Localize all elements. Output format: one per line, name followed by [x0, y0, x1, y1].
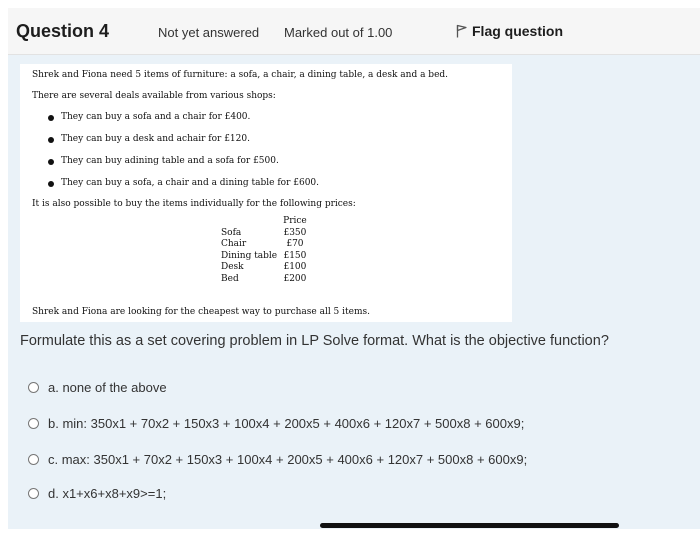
- problem-statement-image: [20, 64, 512, 322]
- problem-intro: Shrek and Fiona need 5 items of furniture: a sofa, a chair, a dining table, a desk and a bed.: [32, 70, 449, 80]
- answer-option-label: d. x1+x6+x8+x9>=1;: [48, 486, 167, 501]
- deals-intro: There are several deals available from various shops:: [32, 91, 276, 101]
- question-header: [8, 8, 700, 55]
- deal-item: They can buy a sofa and a chair for £400.: [61, 112, 251, 122]
- table-header-item: [218, 216, 280, 228]
- item-name: Chair: [221, 239, 247, 249]
- table-row: [218, 251, 310, 263]
- radio-button[interactable]: [28, 454, 39, 465]
- deal-item: They can buy adining table and a sofa for £500.: [61, 156, 279, 166]
- item-price: £150: [283, 250, 307, 261]
- table-row: [218, 274, 310, 286]
- table-header-row: [218, 216, 310, 228]
- question-marks: Marked out of 1.00: [284, 25, 393, 40]
- item-price: £70: [286, 239, 304, 249]
- bullet-marker: [48, 115, 54, 121]
- radio-button[interactable]: [28, 418, 39, 429]
- answer-option-b[interactable]: [28, 416, 524, 431]
- bullet-marker: [48, 181, 54, 187]
- item-price: £350: [283, 227, 307, 238]
- bullet-marker: [48, 159, 54, 165]
- flag-icon: [456, 24, 467, 38]
- answer-option-label: c. max: 350x1 + 70x2 + 150x3 + 100x4 + 200x5 + 400x6 + 120x7 + 500x8 + 600x9;: [48, 452, 528, 467]
- item-price: £100: [283, 262, 307, 272]
- item-name: Dining table: [221, 250, 278, 261]
- price-table: [218, 216, 310, 285]
- table-row: [218, 228, 310, 240]
- table-row: [218, 239, 310, 251]
- answer-option-label: a. none of the above: [48, 380, 167, 395]
- item-price: £200: [283, 273, 307, 284]
- problem-closing: Shrek and Fiona are looking for the cheapest way to purchase all 5 items.: [32, 307, 370, 317]
- question-number: Question 4: [16, 21, 110, 41]
- horizontal-scrollbar[interactable]: [320, 523, 619, 528]
- answer-option-c[interactable]: [28, 452, 527, 467]
- answer-option-label: b. min: 350x1 + 70x2 + 150x3 + 100x4 + 200x5 + 400x6 + 120x7 + 500x8 + 600x9;: [48, 416, 525, 431]
- individual-intro: It is also possible to buy the items individually for the following prices:: [32, 199, 356, 209]
- item-name: Bed: [221, 273, 239, 284]
- radio-button[interactable]: [28, 382, 39, 393]
- answer-option-d[interactable]: [28, 486, 166, 501]
- item-name: Desk: [221, 262, 244, 272]
- flag-question-label: Flag question: [472, 23, 563, 39]
- item-name: Sofa: [221, 227, 242, 238]
- deal-item: They can buy a desk and achair for £120.: [61, 134, 250, 144]
- answer-option-a[interactable]: [28, 380, 167, 395]
- bullet-marker: [48, 137, 54, 143]
- question-status: Not yet answered: [158, 25, 260, 40]
- table-row: [218, 262, 310, 274]
- flag-question-button[interactable]: [456, 23, 563, 39]
- deal-item: They can buy a sofa, a chair and a dining table for £600.: [61, 178, 320, 188]
- table-header-price: Price: [283, 216, 307, 226]
- radio-button[interactable]: [28, 488, 39, 499]
- question-text: Formulate this as a set covering problem in LP Solve format. What is the objective function?: [20, 333, 609, 349]
